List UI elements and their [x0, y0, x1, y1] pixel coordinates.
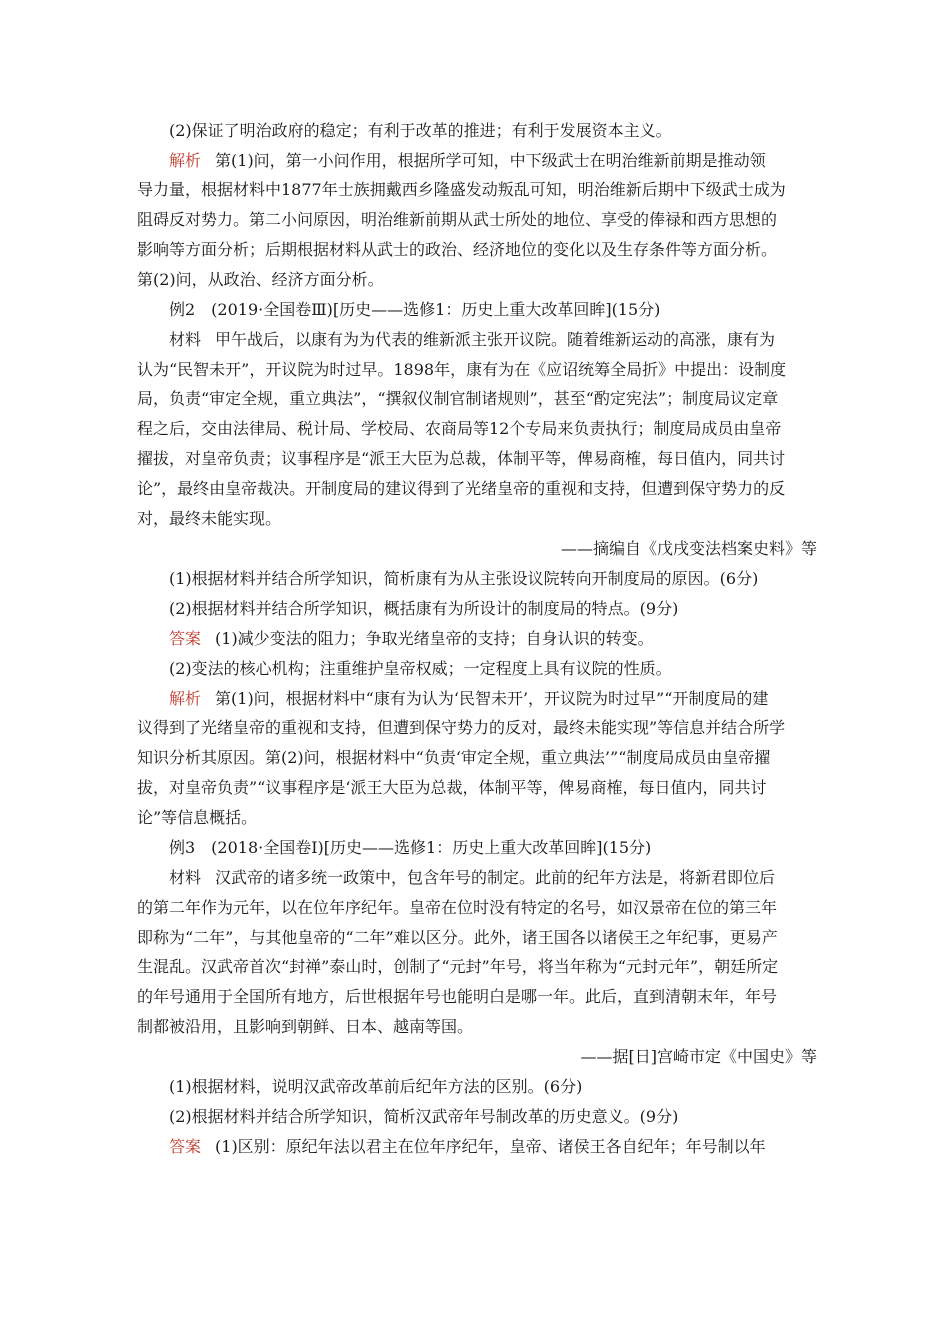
text-line: (1)减少变法的阻力；争取光绪皇帝的支持；自身认识的转变。 — [215, 629, 654, 648]
text-line: 的第二年作为元年，以在位年序纪年。皇帝在位时没有特定的名号，如汉景帝在位的第三年 — [137, 898, 778, 917]
question-line: (1)根据材料，说明汉武帝改革前后纪年方法的区别。(6分) — [169, 1077, 583, 1096]
text-line: 生混乱。汉武帝首次“封禅”泰山时，创制了“元封”年号，将当年称为“元封元年”，朝廷所定 — [137, 957, 779, 976]
example-heading: 例3 (2018·全国卷Ⅰ)[历史——选修1：历史上重大改革回眸](15分) — [169, 838, 652, 857]
answer-line: (2)变法的核心机构；注重维护皇帝权威；一定程度上具有议院的性质。 — [169, 659, 672, 678]
answer-line: (2)保证了明治政府的稳定；有利于改革的推进；有利于发展资本主义。 — [169, 121, 672, 140]
answer-label: 答案 — [169, 1137, 202, 1156]
text-line: 擢拔，对皇帝负责；议事程序是“派王大臣为总裁，体制平等，俾易商榷，每日值内，同共讨 — [137, 449, 786, 468]
text-line: 认为“民智未开”，开议院为时过早。1898年，康有为在《应诏统筹全局折》中提出：设制度 — [137, 360, 787, 379]
text-line: 议得到了光绪皇帝的重视和支持，但遭到保守势力的反对，最终未能实现”等信息并结合所学 — [137, 718, 786, 737]
text-line: 汉武帝的诸多统一政策中，包含年号的制定。此前的纪年方法是，将新君即位后 — [215, 868, 776, 887]
question-line: (2)根据材料并结合所学知识，简析汉武帝年号制改革的历史意义。(9分) — [169, 1107, 679, 1126]
material-label: 材料 — [169, 330, 202, 349]
text-line: 局，负责“审定全规，重立典法”，“撰叙仪制官制诸规则”，甚至“酌定宪法”；制度局议定章 — [137, 389, 779, 408]
text-line: 第(2)问，从政治、经济方面分析。 — [137, 270, 384, 289]
material-line — [169, 326, 817, 354]
text-line: 知识分析其原因。第(2)问，根据材料中“负责‘审定全规，重立典法’”“制度局成员由皇帝擢 — [137, 748, 771, 767]
answer-line — [169, 625, 817, 653]
text-line: 论”，最终由皇帝裁决。开制度局的建议得到了光绪皇帝的重视和支持，但遭到保守势力的反 — [137, 479, 786, 498]
text-line: (1)区别：原纪年法以君主在位年序纪年，皇帝、诸侯王各自纪年；年号制以年 — [215, 1137, 766, 1156]
text-line: 导力量，根据材料中1877年士族拥戴西乡隆盛发动叛乱可知，明治维新后期中下级武士成为 — [137, 180, 786, 199]
text-line: 拔，对皇帝负责”“议事程序是‘派王大臣为总裁，体制平等，俾易商榷，每日值内，同共讨 — [137, 778, 767, 797]
text-line: 第(1)问，第一小问作用，根据所学可知，中下级武士在明治维新前期是推动领 — [215, 151, 766, 170]
question-line: (1)根据材料并结合所学知识，简析康有为从主张设议院转向开制度局的原因。(6分) — [169, 569, 759, 588]
text-line: 程之后，交由法律局、税计局、学校局、农商局等12个专局来负责执行；制度局成员由皇帝 — [137, 419, 782, 438]
text-line: 制都被沿用，且影响到朝鲜、日本、越南等国。 — [137, 1017, 474, 1036]
example-heading: 例2 (2019·全国卷Ⅲ)[历史——选修1：历史上重大改革回眸](15分) — [169, 300, 661, 319]
analysis-line — [169, 685, 817, 713]
text-line: 论”等信息概括。 — [137, 808, 258, 827]
text-line: 对，最终未能实现。 — [137, 509, 282, 528]
text-line: 阻碍反对势力。第二小问原因，明治维新前期从武士所处的地位、享受的俸禄和西方思想的 — [137, 210, 778, 229]
material-label: 材料 — [169, 868, 202, 887]
material-line — [169, 864, 817, 892]
text-line: 影响等方面分析；后期根据材料从武士的政治、经济地位的变化以及生存条件等方面分析。 — [137, 240, 778, 259]
analysis-line — [169, 147, 817, 175]
text-line: 第(1)问，根据材料中“康有为认为‘民智未开’，开议院为时过早”“开制度局的建 — [215, 689, 769, 708]
text-line: 即称为“二年”，与其他皇帝的“二年”难以区分。此外，诸王国各以诸侯王之年纪事，更易产 — [137, 928, 778, 947]
analysis-label: 解析 — [169, 151, 202, 170]
answer-label: 答案 — [169, 629, 202, 648]
source-citation: ——摘编自《戊戌变法档案史料》等 — [560, 539, 817, 558]
analysis-label: 解析 — [169, 689, 202, 708]
text-line: 甲午战后，以康有为为代表的维新派主张开议院。随着维新运动的高涨，康有为 — [215, 330, 776, 349]
answer-line — [169, 1133, 817, 1161]
question-line: (2)根据材料并结合所学知识，概括康有为所设计的制度局的特点。(9分) — [169, 599, 679, 618]
text-line: 的年号通用于全国所有地方，后世根据年号也能明白是哪一年。此后，直到清朝末年，年号 — [137, 987, 778, 1006]
source-citation: ——据[日]宫崎市定《中国史》等 — [580, 1047, 817, 1066]
